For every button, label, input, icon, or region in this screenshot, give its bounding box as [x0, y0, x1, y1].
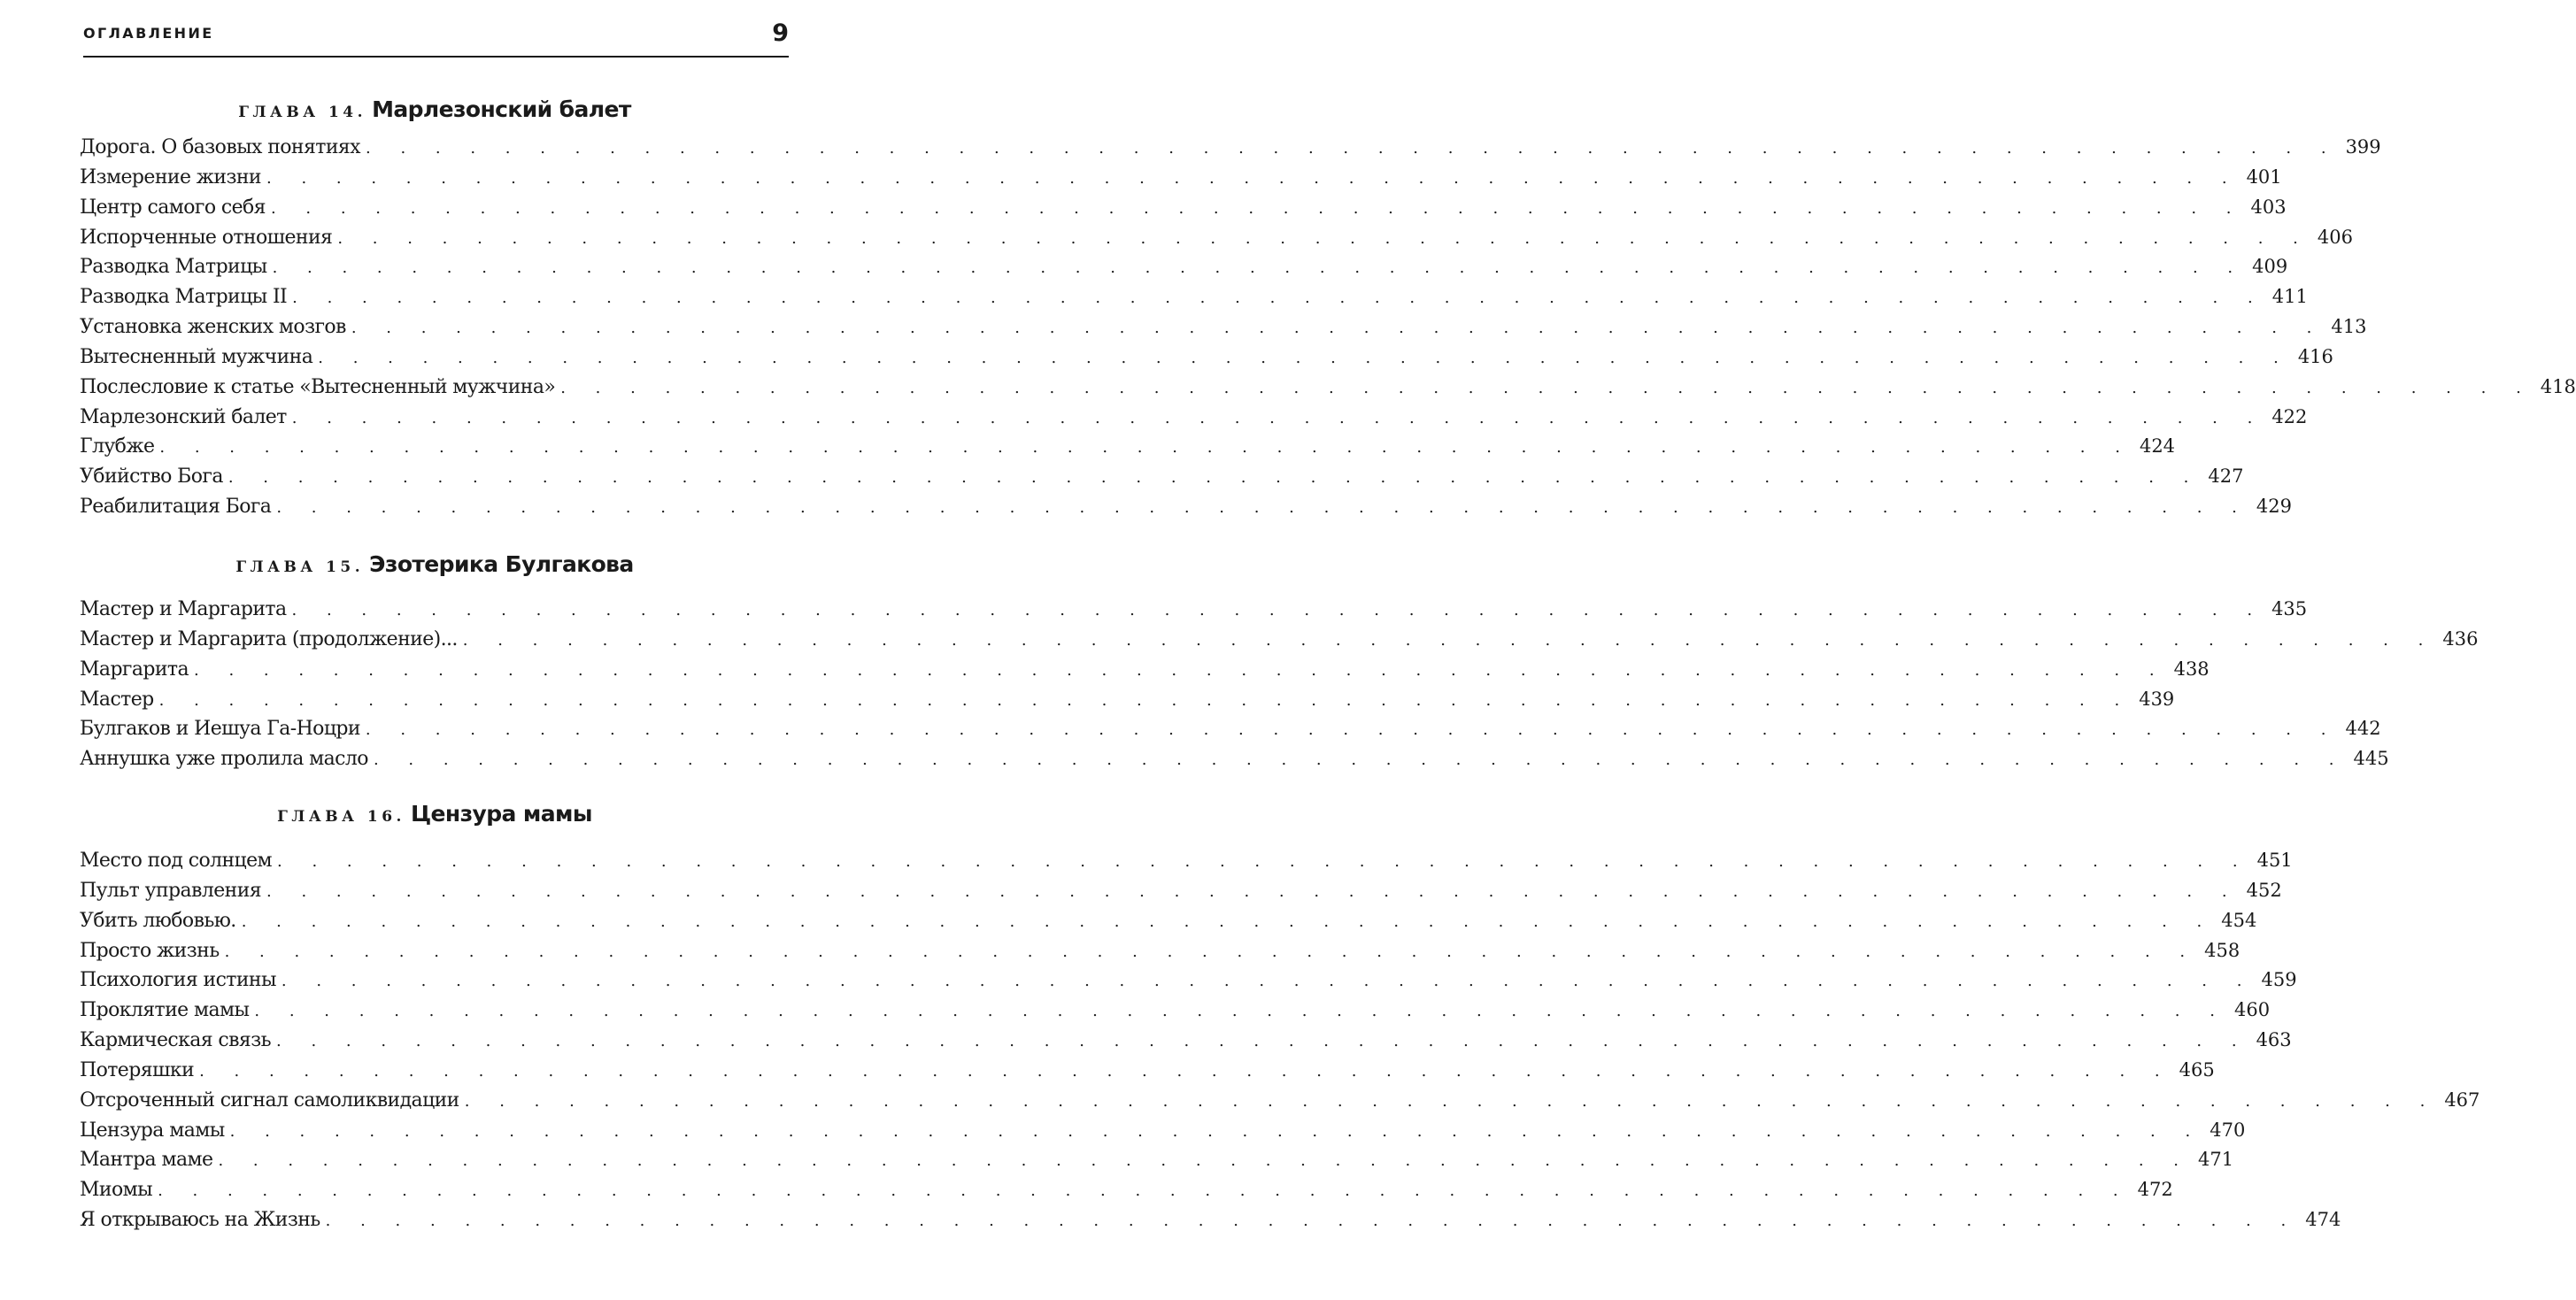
dot-leader: . . . . . . . . . . . . . . . . . . . . . . . . . . . . . . . . . . . . . . . . . . . . . . . . . . . . . . . . . [276, 1032, 2249, 1051]
toc-entry-page: 472 [2137, 1179, 2173, 1201]
toc-entry-title: Цензура мамы [80, 1119, 225, 1142]
dot-leader: . . . . . . . . . . . . . . . . . . . . . . . . . . . . . . . . . . . . . . . . . . . . . . . . . . . . . . . . . [277, 852, 2250, 871]
toc-entry-title: Мастер и Маргарита [80, 598, 287, 620]
toc-entry-title: Кармическая связь [80, 1029, 271, 1052]
running-head [83, 19, 789, 46]
toc-entry[interactable] [80, 714, 2381, 744]
chapter-label: ГЛАВА 14. [238, 104, 367, 121]
toc-entry-page: 458 [2204, 939, 2241, 961]
toc-entry[interactable] [80, 252, 2288, 282]
toc-entry-page: 399 [2345, 136, 2381, 158]
chapter-14 [80, 92, 2576, 522]
toc-entry[interactable] [80, 685, 2175, 715]
toc-entry[interactable] [80, 462, 2244, 492]
toc-entry[interactable] [80, 595, 2308, 625]
toc-entry[interactable] [80, 1116, 2246, 1146]
toc-entry-page: 418 [2540, 375, 2576, 397]
dot-leader: . . . . . . . . . . . . . . . . . . . . . . . . . . . . . . . . . . . . . . . . . . . . . . . . . . . . . . . . . [291, 601, 2265, 619]
toc-entry[interactable] [80, 936, 2241, 966]
toc-entry[interactable] [80, 432, 2176, 462]
toc-entry-page: 427 [2208, 465, 2244, 488]
toc-entry-page: 429 [2256, 496, 2292, 518]
toc-entry-title: Отсроченный сигнал самоликвидации [80, 1088, 459, 1112]
chapter-heading [80, 547, 790, 582]
dot-leader: . . . . . . . . . . . . . . . . . . . . . . . . . . . . . . . . . . . . . . . . . . . . . . . . . . . . . . . . . [218, 1151, 2191, 1171]
toc-entry-title: Испорченные отношения [80, 226, 333, 249]
toc-entry-page: 465 [2179, 1058, 2215, 1081]
dot-leader: . . . . . . . . . . . . . . . . . . . . . . . . . . . . . . . . . . . . . . . . . . . . . . . . . . . . . . . . . [194, 660, 2167, 680]
dot-leader: . . . . . . . . . . . . . . . . . . . . . . . . . . . . . . . . . . . . . . . . . . . . . . . . . . . . . . . . . [159, 438, 2133, 458]
toc-entry-page: 413 [2331, 316, 2367, 338]
dot-leader: . . . . . . . . . . . . . . . . . . . . . . . . . . . . . . . . . . . . . . . . . . . . . . . . . . . . . . . . . [292, 288, 2265, 308]
dot-leader: . . . . . . . . . . . . . . . . . . . . . . . . . . . . . . . . . . . . . . . . . . . . . . . . . . . . . . . . . [462, 630, 2436, 650]
dot-leader: . . . . . . . . . . . . . . . . . . . . . . . . . . . . . . . . . . . . . . . . . . . . . . . . . . . . . . . . . [351, 319, 2325, 338]
toc-entry[interactable] [80, 133, 2381, 163]
toc-entry-title: Мастер [80, 688, 154, 711]
toc-entry-page: 445 [2353, 748, 2389, 770]
dot-leader: . . . . . . . . . . . . . . . . . . . . . . . . . . . . . . . . . . . . . . . . . . . . . . . . . . . . . . . . . [254, 1002, 2227, 1021]
toc-entry[interactable] [80, 223, 2353, 253]
toc-entry[interactable] [80, 373, 2576, 403]
toc-entry-page: 470 [2210, 1119, 2246, 1141]
toc-entry-page: 403 [2250, 196, 2287, 218]
toc-list [80, 133, 2576, 522]
chapter-heading [80, 796, 790, 832]
toc-entry-title: Убить любовью. [80, 909, 236, 932]
toc-entry-page: 467 [2444, 1088, 2480, 1111]
toc-entry-title: Мантра маме [80, 1149, 213, 1172]
toc-entry-title: Я открываюсь на Жизнь [80, 1209, 320, 1232]
toc-entry[interactable] [80, 1026, 2292, 1056]
toc-entry[interactable] [80, 342, 2333, 373]
dot-leader: . . . . . . . . . . . . . . . . . . . . . . . . . . . . . . . . . . . . . . . . . . . . . . . . . . . . . . . . . [365, 720, 2339, 740]
toc-entry-title: Разводка Матрицы II [80, 286, 288, 309]
dot-leader: . . . . . . . . . . . . . . . . . . . . . . . . . . . . . . . . . . . . . . . . . . . . . . . . . . . . . . . . . [266, 881, 2240, 901]
dot-leader: . . . . . . . . . . . . . . . . . . . . . . . . . . . . . . . . . . . . . . . . . . . . . . . . . . . . . . . . . [366, 139, 2339, 158]
toc-entry[interactable] [80, 1175, 2173, 1205]
toc-entry[interactable] [80, 625, 2479, 655]
chapter-heading [80, 92, 790, 127]
toc-entry-title: Убийство Бога [80, 465, 223, 488]
dot-leader: . . . . . . . . . . . . . . . . . . . . . . . . . . . . . . . . . . . . . . . . . . . . . . . . . . . . . . . . . [337, 228, 2310, 248]
toc-entry-title: Центр самого себя [80, 196, 266, 219]
toc-entry[interactable] [80, 312, 2367, 342]
dot-leader: . . . . . . . . . . . . . . . . . . . . . . . . . . . . . . . . . . . . . . . . . . . . . . . . . . . . . . . . . [464, 1091, 2438, 1111]
toc-entry-page: 436 [2442, 627, 2479, 650]
toc-entry-page: 409 [2252, 256, 2288, 278]
toc-list [80, 846, 2480, 1235]
toc-entry-page: 474 [2305, 1209, 2341, 1231]
toc-entry[interactable] [80, 965, 2297, 996]
toc-entry-title: Глубже [80, 435, 155, 458]
toc-entry-title: Психология истины [80, 969, 276, 992]
toc-entry-page: 424 [2139, 435, 2176, 458]
dot-leader: . . . . . . . . . . . . . . . . . . . . . . . . . . . . . . . . . . . . . . . . . . . . . . . . . . . . . . . . . [270, 198, 2244, 218]
dot-leader: . . . . . . . . . . . . . . . . . . . . . . . . . . . . . . . . . . . . . . . . . . . . . . . . . . . . . . . . . [266, 168, 2240, 188]
toc-entry-title: Место под солнцем [80, 850, 273, 872]
toc-entry-page: 435 [2271, 598, 2308, 619]
running-head-title: ОГЛАВЛЕНИЕ [83, 25, 214, 42]
toc-entry-page: 422 [2271, 405, 2308, 427]
dot-leader: . . . . . . . . . . . . . . . . . . . . . . . . . . . . . . . . . . . . . . . . . . . . . . . . . . . . . . . . . [281, 972, 2255, 991]
toc-entry-page: 442 [2345, 718, 2381, 740]
toc-list [80, 595, 2479, 774]
toc-entry-page: 416 [2297, 345, 2333, 367]
toc-entry-title: Разводка Матрицы [80, 256, 267, 279]
toc-entry-page: 401 [2246, 165, 2282, 188]
toc-entry-title: Просто жизнь [80, 939, 220, 962]
toc-entry[interactable] [80, 1145, 2234, 1175]
dot-leader: . . . . . . . . . . . . . . . . . . . . . . . . . . . . . . . . . . . . . . . . . . . . . . . . . . . . . . . . . [276, 498, 2249, 518]
toc-entry[interactable] [80, 996, 2271, 1026]
dot-leader: . . . . . . . . . . . . . . . . . . . . . . . . . . . . . . . . . . . . . . . . . . . . . . . . . . . . . . . . . [158, 690, 2133, 710]
chapter-title: Цензура мамы [410, 801, 592, 827]
toc-entry[interactable] [80, 906, 2257, 936]
chapter-label: ГЛАВА 15. [235, 558, 365, 576]
toc-entry[interactable] [80, 403, 2308, 433]
toc-entry-title: Вытесненный мужчина [80, 345, 313, 368]
toc-entry-title: Маргарита [80, 658, 189, 681]
chapter-label: ГЛАВА 16. [277, 808, 405, 826]
toc-entry-title: Реабилитация Бога [80, 496, 272, 519]
chapter-title: Марлезонский балет [372, 96, 631, 122]
chapter-title: Эзотерика Булгакова [369, 551, 634, 577]
toc-entry[interactable] [80, 744, 2389, 774]
toc-entry-title: Дорога. О базовых понятиях [80, 136, 360, 158]
toc-entry[interactable] [80, 1086, 2480, 1116]
toc-entry[interactable] [80, 163, 2282, 193]
toc-entry-title: Аннушка уже пролила масло [80, 748, 368, 771]
dot-leader: . . . . . . . . . . . . . . . . . . . . . . . . . . . . . . . . . . . . . . . . . . . . . . . . . . . . . . . . . [373, 750, 2347, 770]
toc-entry-title: Измерение жизни [80, 165, 261, 188]
toc-entry-title: Булгаков и Иешуа Га-Ноцри [80, 718, 360, 741]
toc-entry-page: 454 [2221, 909, 2257, 931]
toc-entry[interactable] [80, 492, 2292, 522]
chapter-16 [80, 796, 2480, 1235]
toc-entry-page: 406 [2317, 226, 2353, 248]
toc-entry-title: Потеряшки [80, 1058, 195, 1081]
dot-leader: . . . . . . . . . . . . . . . . . . . . . . . . . . . . . . . . . . . . . . . . . . . . . . . . . . . . . . . . . [272, 258, 2246, 278]
dot-leader: . . . . . . . . . . . . . . . . . . . . . . . . . . . . . . . . . . . . . . . . . . . . . . . . . . . . . . . . . [199, 1061, 2172, 1081]
toc-entry-title: Проклятие мамы [80, 999, 250, 1022]
dot-leader: . . . . . . . . . . . . . . . . . . . . . . . . . . . . . . . . . . . . . . . . . . . . . . . . . . . . . . . . . [325, 1212, 2299, 1231]
toc-entry[interactable] [80, 846, 2293, 876]
page-number: 9 [772, 19, 789, 47]
dot-leader: . . . . . . . . . . . . . . . . . . . . . . . . . . . . . . . . . . . . . . . . . . . . . . . . . . . . . . . . . [291, 408, 2265, 427]
toc-entry-title: Мастер и Маргарита (продолжение)... [80, 627, 458, 650]
toc-entry[interactable] [80, 193, 2287, 223]
toc-entry-page: 411 [2271, 286, 2308, 308]
dot-leader: . . . . . . . . . . . . . . . . . . . . . . . . . . . . . . . . . . . . . . . . . . . . . . . . . . . . . . . . . [241, 912, 2215, 931]
toc-entry[interactable] [80, 655, 2210, 685]
toc-entry[interactable] [80, 1056, 2215, 1086]
header-divider [83, 56, 789, 58]
toc-entry-title: Послесловие к статье «Вытесненный мужчина» [80, 375, 556, 398]
dot-leader: . . . . . . . . . . . . . . . . . . . . . . . . . . . . . . . . . . . . . . . . . . . . . . . . . . . . . . . . . [224, 942, 2198, 961]
toc-entry-page: 460 [2233, 999, 2271, 1021]
dot-leader: . . . . . . . . . . . . . . . . . . . . . . . . . . . . . . . . . . . . . . . . . . . . . . . . . . . . . . . . . [318, 348, 2291, 367]
toc-entry-page: 471 [2198, 1149, 2234, 1171]
toc-entry[interactable] [80, 876, 2282, 906]
toc-entry-title: Пульт управления [80, 879, 262, 902]
toc-entry-page: 438 [2173, 658, 2210, 680]
toc-entry-page: 451 [2256, 850, 2293, 871]
chapter-15 [80, 547, 2479, 774]
toc-entry-page: 463 [2256, 1029, 2292, 1051]
toc-entry-page: 452 [2246, 879, 2282, 901]
toc-entry-title: Установка женских мозгов [80, 316, 346, 339]
toc-entry-page: 459 [2261, 969, 2297, 991]
toc-entry[interactable] [80, 1205, 2341, 1235]
dot-leader: . . . . . . . . . . . . . . . . . . . . . . . . . . . . . . . . . . . . . . . . . . . . . . . . . . . . . . . . . [229, 1121, 2203, 1141]
toc-entry-title: Марлезонский балет [80, 405, 287, 428]
dot-leader: . . . . . . . . . . . . . . . . . . . . . . . . . . . . . . . . . . . . . . . . . . . . . . . . . . . . . . . . . [560, 378, 2534, 397]
toc-entry-page: 439 [2139, 688, 2175, 710]
toc-entry[interactable] [80, 282, 2308, 312]
dot-leader: . . . . . . . . . . . . . . . . . . . . . . . . . . . . . . . . . . . . . . . . . . . . . . . . . . . . . . . . . [228, 468, 2202, 488]
dot-leader: . . . . . . . . . . . . . . . . . . . . . . . . . . . . . . . . . . . . . . . . . . . . . . . . . . . . . . . . . [158, 1181, 2131, 1201]
toc-entry-title: Миомы [80, 1179, 153, 1202]
